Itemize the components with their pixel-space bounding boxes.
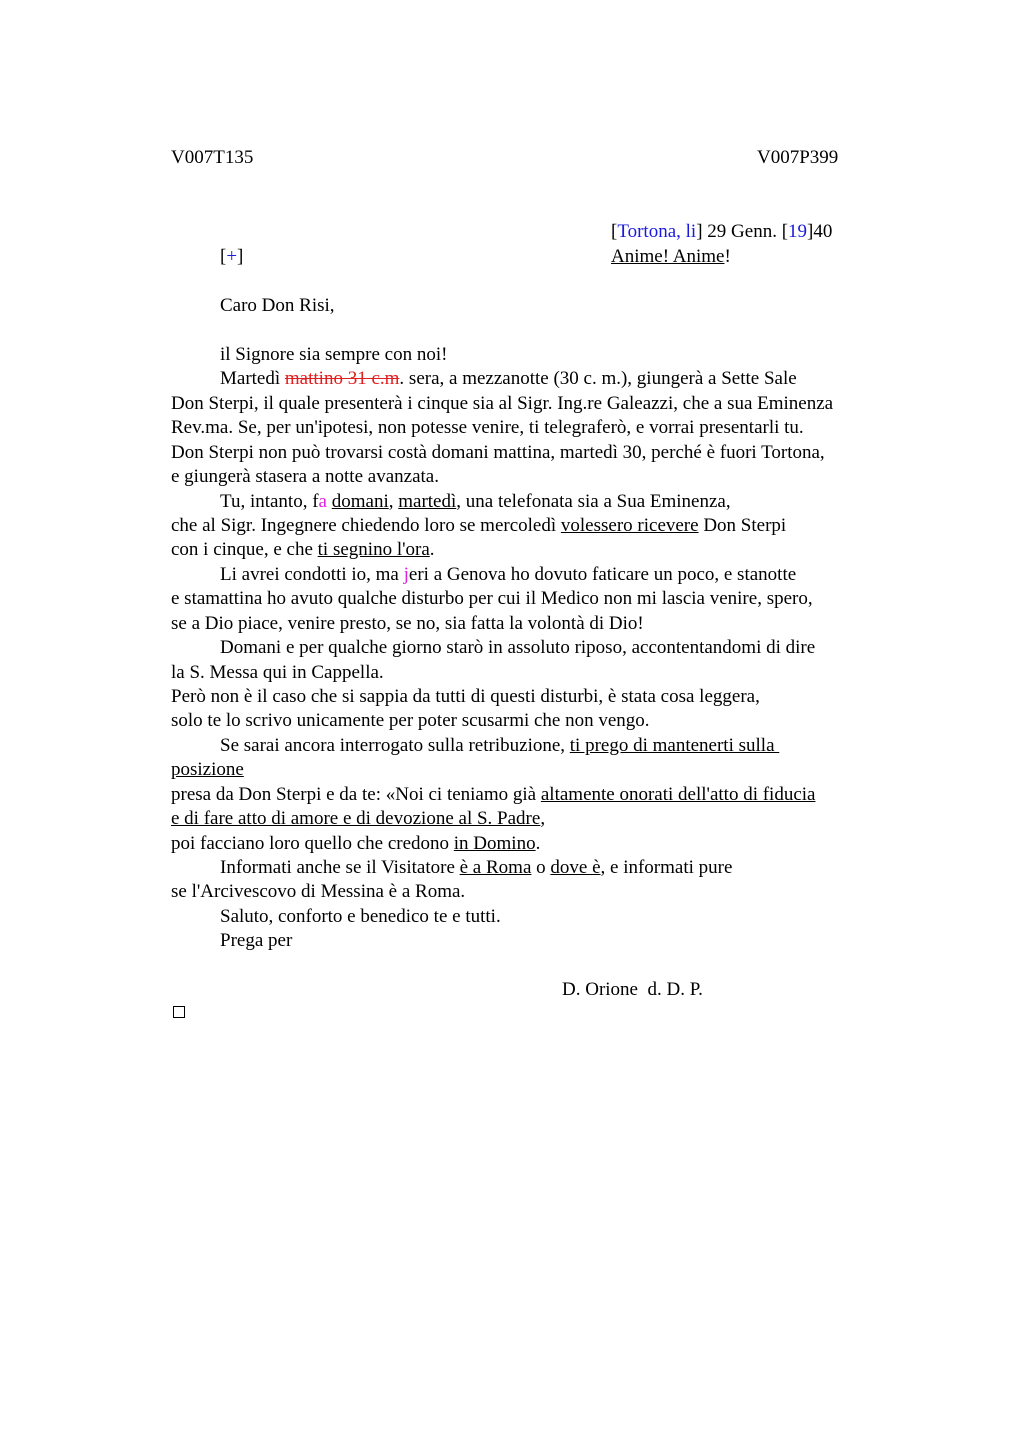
body-line: se a Dio piace, venire presto, se no, sia fatta la volontà di Dio!: [171, 613, 644, 634]
motto: [611, 245, 731, 269]
text-run: Li avrei condotti io, ma: [220, 564, 404, 585]
text-run: poi facciano loro quello che credono: [171, 833, 454, 854]
underlined-text: domani: [331, 491, 389, 512]
text-run: che al Sigr. Ingegnere chiedendo loro se mercoledì: [171, 515, 561, 536]
underlined-text: è a Roma: [459, 857, 532, 878]
underlined-text: dove è: [550, 857, 601, 878]
dateline-century: 19: [788, 221, 808, 242]
body-line: [220, 490, 731, 514]
text-run: .: [429, 539, 435, 560]
body-line: [171, 832, 540, 856]
text-run: Tu, intanto, f: [220, 491, 319, 512]
body-line: se l'Arcivescovo di Messina è a Roma.: [171, 881, 466, 902]
underlined-text: ti segnino l'ora: [317, 539, 430, 560]
body-line: [171, 807, 545, 831]
text-run: . sera, a mezzanotte (30 c. m.), giungerà a Sette Sale: [399, 368, 797, 389]
text-run: presa da Don Sterpi e da te: «Noi ci teniamo già: [171, 784, 541, 805]
body-line: [171, 514, 786, 538]
underlined-text: ti prego di mantenerti sulla: [569, 735, 780, 756]
inserted-letter: a: [318, 491, 327, 512]
underlined-text: volessero ricevere: [560, 515, 699, 536]
body-line: [220, 563, 796, 587]
text-run: eri a Genova ho dovuto faticare un poco, e stanotte: [408, 564, 797, 585]
text-run: Se sarai ancora interrogato sulla retribuzione,: [220, 735, 570, 756]
body-line: [220, 734, 779, 758]
body-line: [220, 856, 732, 880]
text-run: , e informati pure: [600, 857, 733, 878]
text-run: ,: [540, 808, 546, 829]
dateline-date: ] 29 Genn. [: [696, 221, 789, 242]
text-run: Don Sterpi: [698, 515, 787, 536]
motto-text: Anime! Anime: [611, 246, 725, 267]
body-line: [171, 758, 244, 782]
body-line: la S. Messa qui in Cappella.: [171, 662, 384, 683]
underlined-text: posizione: [171, 759, 244, 780]
body-line: solo te lo scrivo unicamente per poter scusarmi che non vengo.: [171, 710, 650, 731]
underlined-text: e di fare atto di amore e di devozione al S. Padre: [171, 808, 541, 829]
text-run: Informati anche se il Visitatore: [220, 857, 460, 878]
motto-end: !: [724, 246, 731, 267]
text-run: ,: [388, 491, 399, 512]
salutation: Caro Don Risi,: [220, 295, 335, 316]
body-line: Però non è il caso che si sappia da tutti di questi disturbi, è stata cosa leggera,: [171, 686, 760, 707]
text-run: .: [535, 833, 541, 854]
body-line: il Signore sia sempre con noi!: [220, 344, 448, 365]
body-line: Don Sterpi non può trovarsi costà domani mattina, martedì 30, perché è fuori Tortona,: [171, 442, 825, 463]
body-line: Prega per: [220, 930, 293, 951]
underlined-text: martedì: [398, 491, 457, 512]
text-run: Martedì: [220, 368, 285, 389]
dateline-place: Tortona, li: [617, 221, 697, 242]
signature: D. Orione d. D. P.: [562, 979, 703, 1000]
bracket: [: [220, 246, 227, 267]
text-run: , una telefonata sia a Sua Eminenza,: [456, 491, 731, 512]
body-line: e giungerà stasera a notte avanzata.: [171, 466, 439, 487]
checkbox-square-icon: [173, 1006, 185, 1018]
inserted-letter: j: [403, 564, 409, 585]
cross-symbol: +: [226, 246, 238, 267]
cross-mark: [220, 245, 243, 269]
body-line: e stamattina ho avuto qualche disturbo per cui il Medico non mi lascia venire, spero,: [171, 588, 813, 609]
underlined-text: altamente onorati dell'atto di fiducia: [540, 784, 816, 805]
body-line: [171, 538, 435, 562]
text-run: o: [531, 857, 551, 878]
document-code-left: V007T135: [171, 147, 254, 168]
text-run: con i cinque, e che: [171, 539, 318, 560]
body-line: Don Sterpi, il quale presenterà i cinque sia al Sigr. Ing.re Galeazzi, che a sua Eminenza: [171, 393, 834, 414]
underlined-text: in Domino: [453, 833, 536, 854]
bracket: [: [611, 221, 618, 242]
body-line: [220, 367, 797, 391]
document-code-right: V007P399: [757, 147, 839, 168]
body-line: Saluto, conforto e benedico te e tutti.: [220, 906, 501, 927]
body-line: [171, 783, 815, 807]
dateline: [611, 220, 832, 244]
dateline-year: ]40: [807, 221, 833, 242]
body-line: Rev.ma. Se, per un'ipotesi, non potesse venire, ti telegraferò, e vorrai presentarli tu.: [171, 417, 804, 438]
body-line: Domani e per qualche giorno starò in assoluto riposo, accontentandomi di dire: [220, 637, 816, 658]
struck-text: mattino 31 c.m: [284, 368, 400, 389]
bracket: ]: [237, 246, 244, 267]
